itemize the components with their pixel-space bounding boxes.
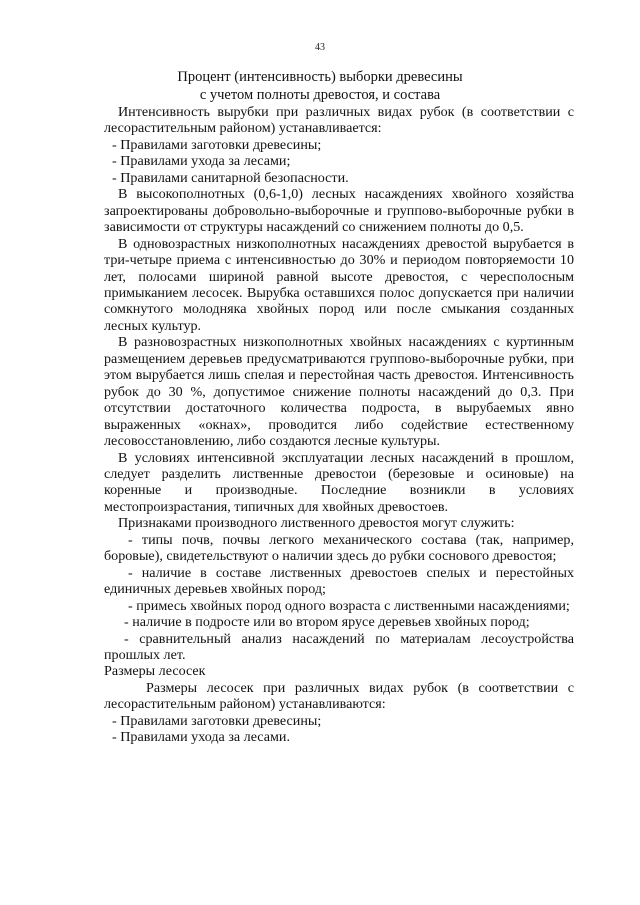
subsection-heading: Размеры лесосек <box>104 663 206 680</box>
list-item: - Правилами заготовки древесины; <box>112 136 322 153</box>
list-item: - Правилами санитарной безопасности. <box>112 169 349 186</box>
list-item: - Правилами ухода за лесами; <box>112 153 291 170</box>
paragraph: В одновозрастных низкополнотных насаждениях древостой вырубается в три-четыре приема с интенсивностью до 30% и периодом повторяемости 10 лет, полосами шириной равной высоте древостоя, с чересполосным примыканием лесосек. Вырубка оставшихся полос допускается при наличии сомкнутого молодняка хвойных пород или после смыкания созданных лесных культур. <box>104 235 574 334</box>
list-item: - типы почв, почвы легкого механического состава (так, например, боровые), свидетельствуют о наличии здесь до рубки соснового древостоя; <box>104 531 574 565</box>
title-line-2: с учетом полноты древостоя, и состава <box>199 87 441 103</box>
paragraph: Интенсивность вырубки при различных видах рубок (в соответствии с лесорастительным районом) устанавливается: <box>104 104 574 137</box>
list-item: - Правилами ухода за лесами. <box>112 729 290 746</box>
list-item: - примесь хвойных пород одного возраста с лиственными насаждениями; <box>128 597 570 614</box>
title-line-1: Процент (интенсивность) выборки древесины <box>177 69 463 85</box>
paragraph: Признаками производного лиственного древостоя могут служить: <box>118 515 515 532</box>
paragraph: В высокополнотных (0,6-1,0) лесных насаждениях хвойного хозяйства запроектированы добровольно-выборочные и группово-выборочные рубки в зависимости от структуры насаждений со снижением полноты до 0,5. <box>104 186 574 236</box>
page-number: 43 <box>315 42 325 53</box>
list-item: - Правилами заготовки древесины; <box>112 712 322 729</box>
paragraph: В разновозрастных низкополнотных хвойных насаждениях с куртинным размещением деревьев предусматриваются группово-выборочные рубки, при этом вырубается лишь спелая и перестойная часть древостоя. Интенсивность рубок до 30 %, допустимое снижение полноты насаждений до 0,3. При отсутствии достаточного количества подроста, в вырубаемых явно выраженных «окнах», проводится либо содействие естественному лесовосстановлению, либо создаются лесные культуры. <box>104 334 574 450</box>
list-item: - сравнительный анализ насаждений по материалам лесоустройства прошлых лет. <box>104 630 574 663</box>
paragraph: В условиях интенсивной эксплуатации лесных насаждений в прошлом, следует разделить лиственные древостои (березовые и осиновые) на коренные и производные. Последние возникли в условиях местопроизрастания, типичных для хвойных древостоев. <box>104 449 574 515</box>
section-title <box>100 68 540 104</box>
list-item: - наличие в подросте или во втором ярусе деревьев хвойных пород; <box>124 614 530 631</box>
paragraph: Размеры лесосек при различных видах рубок (в соответствии с лесорастительным районом) устанавливаются: <box>104 679 574 713</box>
list-item: - наличие в составе лиственных древостоев спелых и перестойных единичных деревьев хвойных пород; <box>104 564 574 598</box>
document-body <box>104 104 574 746</box>
